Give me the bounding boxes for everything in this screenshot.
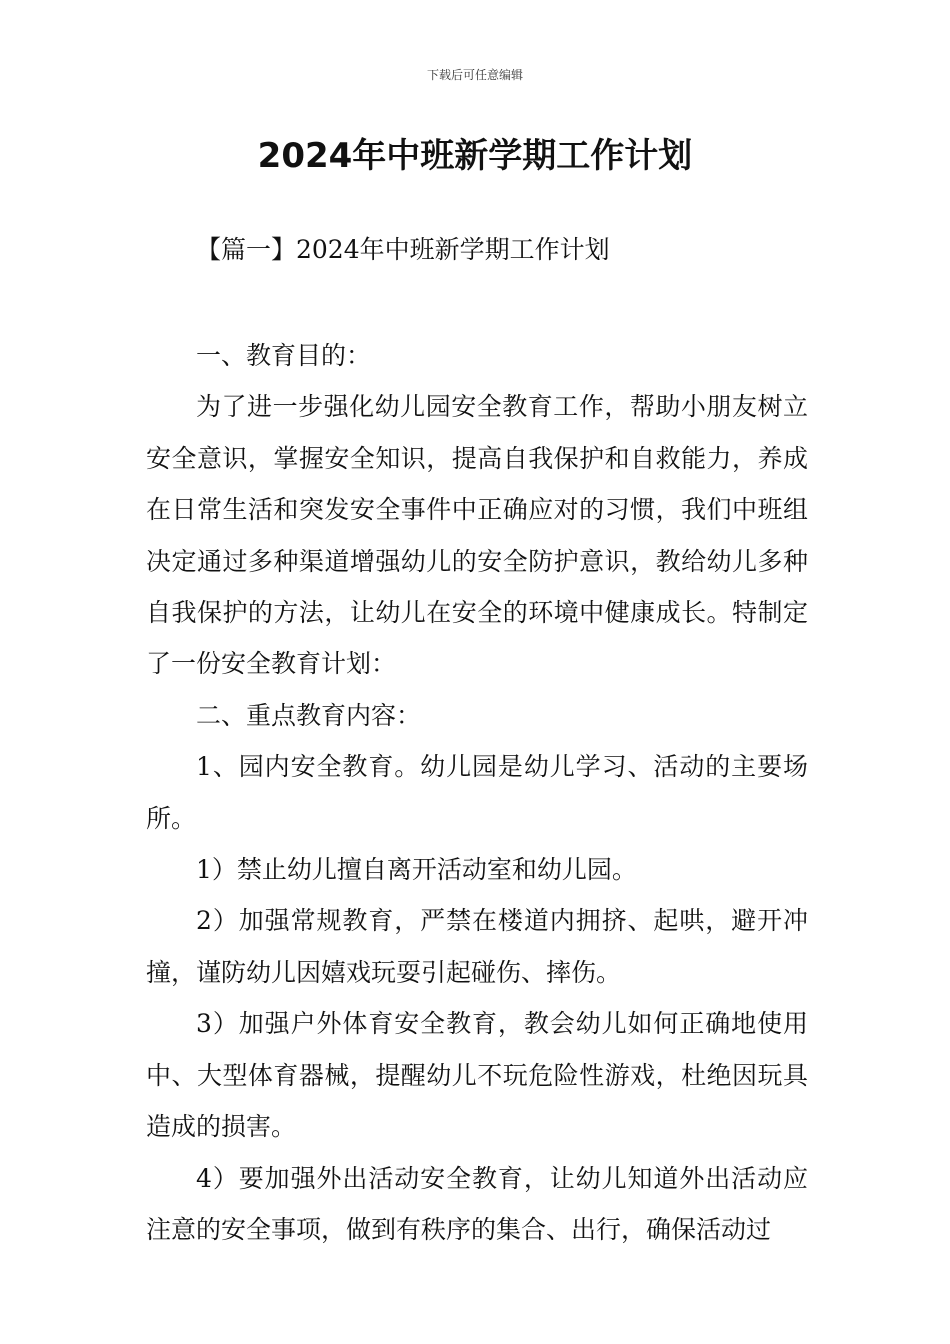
paragraph-subitem-2: 2）加强常规教育，严禁在楼道内拥挤、起哄，避开冲撞，谨防幼儿因嬉戏玩耍引起碰伤、摔伤。 (146, 906, 808, 987)
paragraph-purpose: 为了进一步强化幼儿园安全教育工作，帮助小朋友树立安全意识，掌握安全知识，提高自我保护和自救能力，养成在日常生活和突发安全事件中正确应对的习惯，我们中班组决定通过多种渠道增强幼儿的安全防护意识，教给幼儿多种自我保护的方法，让幼儿在安全的环境中健康成长。特制定了一份安全教育计划： (146, 392, 808, 679)
paragraph-subitem-3: 3）加强户外体育安全教育，教会幼儿如何正确地使用中、大型体育器械，提醒幼儿不玩危险性游戏，杜绝因玩具造成的损害。 (146, 1009, 808, 1142)
paragraph-heading-1: 一、教育目的： (196, 341, 372, 370)
document-title: 2024年中班新学期工作计划 (257, 136, 693, 176)
paragraph-subitem-1: 1）禁止幼儿擅自离开活动室和幼儿园。 (196, 855, 637, 885)
paragraph-heading-2: 二、重点教育内容： (196, 700, 422, 730)
section-subtitle: 【篇一】2024年中班新学期工作计划 (196, 235, 610, 264)
header-note: 下载后可任意编辑 (426, 68, 523, 82)
paragraph-item-1: 1、园内安全教育。幼儿园是幼儿学习、活动的主要场所。 (146, 752, 808, 833)
paragraph-subitem-4: 4）要加强外出活动安全教育，让幼儿知道外出活动应注意的安全事项，做到有秩序的集合、出行，确保活动过 (146, 1163, 808, 1244)
document-body (146, 330, 808, 1255)
